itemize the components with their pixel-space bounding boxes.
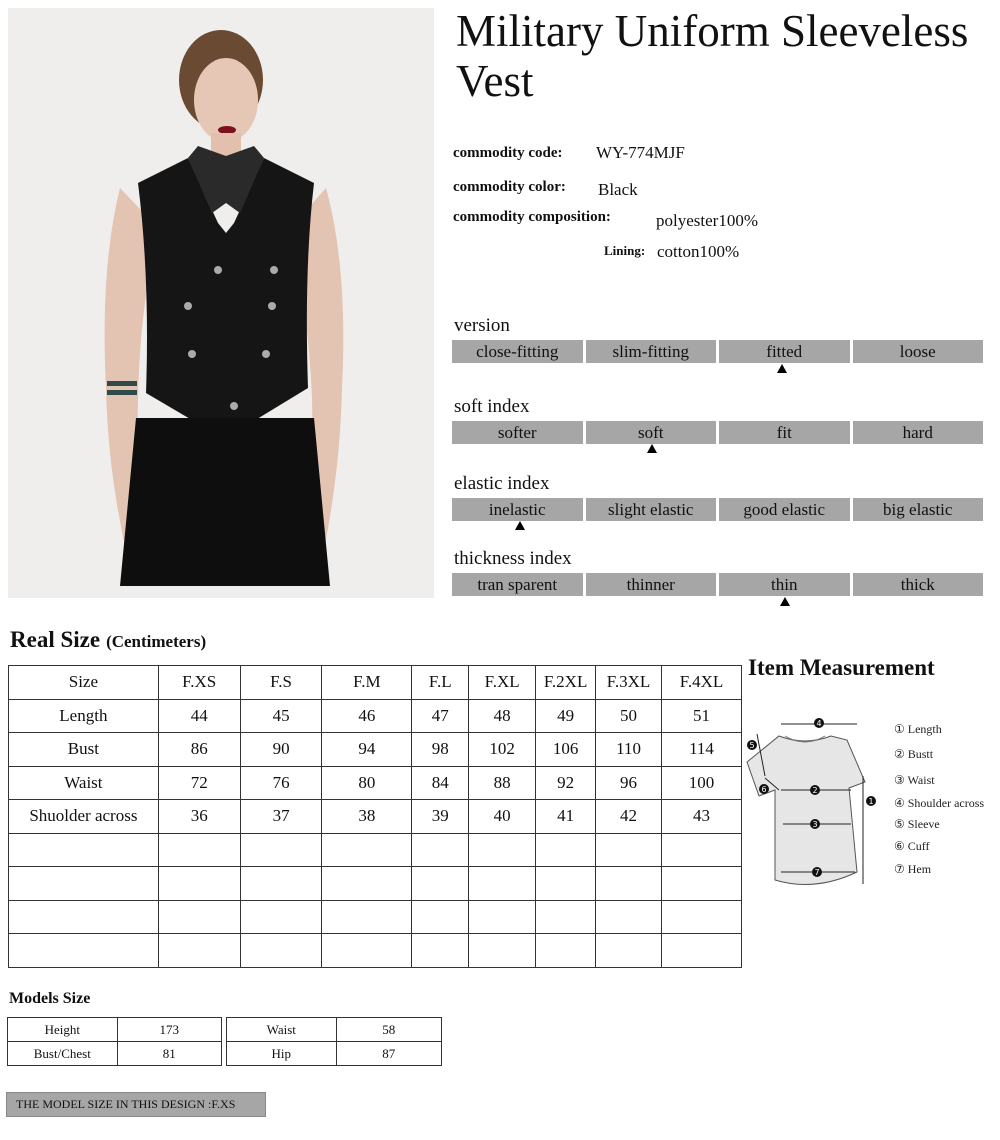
- size-table-row: [9, 934, 742, 968]
- size-table-row-label: [9, 934, 159, 968]
- size-table-row-label: Length: [9, 699, 159, 733]
- model-size-note: THE MODEL SIZE IN THIS DESIGN :F.XS: [6, 1092, 266, 1117]
- diagram-number-1: 1: [868, 797, 874, 806]
- legend-shoulder: ④ Shoulder across: [894, 796, 985, 810]
- size-table-cell: [469, 833, 536, 867]
- commodity-composition-label: commodity composition:: [453, 209, 611, 225]
- diagram-number-3: 3: [812, 820, 818, 829]
- size-table-cell: 106: [536, 733, 596, 767]
- version-scale: [452, 340, 983, 363]
- elastic-index-option: inelastic: [452, 498, 583, 521]
- real-size-title: [10, 627, 206, 653]
- soft-index-option: soft: [586, 421, 717, 444]
- diagram-number-7: 7: [814, 868, 820, 877]
- size-table-cell: 44: [158, 699, 240, 733]
- size-table-cell: [412, 833, 469, 867]
- commodity-code-label: commodity code:: [453, 145, 563, 161]
- size-table-cell: [240, 833, 322, 867]
- size-table-cell: 42: [596, 800, 662, 834]
- product-photo: [8, 8, 434, 598]
- models-size-table-right: [226, 1017, 442, 1066]
- diagram-number-2: 2: [812, 786, 818, 795]
- size-table-cell: 94: [322, 733, 412, 767]
- version-option: fitted: [719, 340, 850, 363]
- models-row: [8, 1042, 222, 1066]
- models-size-title: Models Size: [9, 990, 91, 1007]
- size-table-cell: [536, 900, 596, 934]
- size-table-row: [9, 800, 742, 834]
- models-row: [8, 1018, 222, 1042]
- model-hip-value: 87: [336, 1042, 441, 1066]
- size-table: [8, 665, 742, 968]
- size-table-cell: F.XL: [469, 666, 536, 700]
- models-row: [227, 1042, 442, 1066]
- size-table-cell: [322, 867, 412, 901]
- size-table-cell: [412, 867, 469, 901]
- size-table-cell: 38: [322, 800, 412, 834]
- size-table-cell: [596, 934, 662, 968]
- size-table-cell: F.XS: [158, 666, 240, 700]
- size-table-cell: F.2XL: [536, 666, 596, 700]
- model-bust-value: 81: [117, 1042, 221, 1066]
- size-table-row-label: Size: [9, 666, 159, 700]
- lining-value: cotton100%: [657, 242, 740, 261]
- size-table-cell: [662, 833, 742, 867]
- size-table-cell: [158, 833, 240, 867]
- lining-label: Lining:: [604, 243, 646, 258]
- size-table-row-label: Shuolder across: [9, 800, 159, 834]
- size-table-cell: F.S: [240, 666, 322, 700]
- version-title: version: [454, 315, 510, 336]
- size-table-cell: 39: [412, 800, 469, 834]
- diagram-number-5: 5: [749, 741, 755, 750]
- size-table-cell: 114: [662, 733, 742, 767]
- real-size-unit: (Centimeters): [106, 632, 207, 651]
- thickness-index-option: tran sparent: [452, 573, 583, 596]
- size-table-cell: [240, 934, 322, 968]
- thickness-index-option: thinner: [586, 573, 717, 596]
- real-size-title-text: Real Size: [10, 627, 101, 652]
- legend-hem: ⑦ Hem: [894, 862, 932, 876]
- model-waist-label: Waist: [227, 1018, 337, 1042]
- size-table-cell: 80: [322, 766, 412, 800]
- thickness-index-option: thick: [853, 573, 984, 596]
- size-table-cell: 86: [158, 733, 240, 767]
- size-table-cell: 72: [158, 766, 240, 800]
- size-table-cell: 48: [469, 699, 536, 733]
- soft-index-option: softer: [452, 421, 583, 444]
- legend-bust: ② Bustt: [894, 747, 934, 761]
- size-table-cell: 76: [240, 766, 322, 800]
- size-table-cell: 41: [536, 800, 596, 834]
- size-table-cell: 51: [662, 699, 742, 733]
- models-size-table-left: [7, 1017, 222, 1066]
- thickness-index-title: thickness index: [454, 548, 572, 569]
- size-table-cell: 100: [662, 766, 742, 800]
- size-table-cell: 47: [412, 699, 469, 733]
- size-table-cell: [596, 900, 662, 934]
- size-table-cell: 50: [596, 699, 662, 733]
- size-table-cell: 84: [412, 766, 469, 800]
- size-table-row-label: [9, 833, 159, 867]
- size-table-row: [9, 766, 742, 800]
- size-table-cell: 49: [536, 699, 596, 733]
- legend-waist: ③ Waist: [894, 773, 935, 787]
- model-height-label: Height: [8, 1018, 118, 1042]
- size-table-cell: [158, 934, 240, 968]
- size-table-cell: 110: [596, 733, 662, 767]
- size-table-row: [9, 699, 742, 733]
- size-table-cell: 96: [596, 766, 662, 800]
- model-bust-label: Bust/Chest: [8, 1042, 118, 1066]
- size-table-row: [9, 833, 742, 867]
- product-title-line2: Vest: [456, 56, 534, 106]
- size-table-cell: [536, 867, 596, 901]
- size-table-cell: [469, 867, 536, 901]
- elastic-index-option: good elastic: [719, 498, 850, 521]
- size-table-row: [9, 733, 742, 767]
- size-table-cell: [536, 833, 596, 867]
- size-table-cell: 45: [240, 699, 322, 733]
- size-table-cell: 92: [536, 766, 596, 800]
- size-table-cell: [322, 833, 412, 867]
- model-photo-illustration: [8, 8, 434, 598]
- thickness-index-scale: [452, 573, 983, 596]
- version-selected-marker-icon: [777, 364, 787, 373]
- size-table-cell: [662, 867, 742, 901]
- soft-index-selected-marker-icon: [647, 444, 657, 453]
- elastic-index-title: elastic index: [454, 473, 550, 494]
- version-option: slim-fitting: [586, 340, 717, 363]
- elastic-index-option: big elastic: [853, 498, 984, 521]
- model-height-value: 173: [117, 1018, 221, 1042]
- commodity-color-label: commodity color:: [453, 179, 566, 195]
- product-title: [456, 6, 996, 106]
- elastic-index-selected-marker-icon: [515, 521, 525, 530]
- size-table-cell: [662, 934, 742, 968]
- size-table-row-label: Waist: [9, 766, 159, 800]
- size-table-row: [9, 900, 742, 934]
- size-table-cell: [412, 934, 469, 968]
- size-table-cell: 36: [158, 800, 240, 834]
- soft-index-option: hard: [853, 421, 984, 444]
- size-table-cell: 102: [469, 733, 536, 767]
- size-table-cell: [469, 900, 536, 934]
- size-table-cell: F.3XL: [596, 666, 662, 700]
- size-table-cell: 40: [469, 800, 536, 834]
- size-table-row-label: Bust: [9, 733, 159, 767]
- commodity-code-value: WY-774MJF: [596, 143, 685, 162]
- product-title-line1: Military Uniform Sleeveless: [456, 6, 969, 56]
- size-table-cell: 98: [412, 733, 469, 767]
- size-table-cell: [596, 833, 662, 867]
- size-table-cell: F.L: [412, 666, 469, 700]
- model-waist-value: 58: [336, 1018, 441, 1042]
- size-table-cell: 43: [662, 800, 742, 834]
- size-table-cell: [412, 900, 469, 934]
- size-table-cell: [596, 867, 662, 901]
- commodity-composition-value: polyester100%: [656, 211, 758, 230]
- size-table-cell: [240, 867, 322, 901]
- diagram-number-4: 4: [816, 719, 822, 728]
- elastic-index-option: slight elastic: [586, 498, 717, 521]
- garment-measurement-diagram-icon: [745, 712, 874, 892]
- size-table-cell: 37: [240, 800, 322, 834]
- size-table-cell: [322, 900, 412, 934]
- legend-length: ① Length: [894, 722, 942, 736]
- size-table-cell: F.4XL: [662, 666, 742, 700]
- diagram-number-6: 6: [761, 785, 767, 794]
- legend-cuff: ⑥ Cuff: [894, 839, 930, 853]
- size-table-row-label: [9, 900, 159, 934]
- size-table-row-label: [9, 867, 159, 901]
- size-table-cell: [469, 934, 536, 968]
- soft-index-title: soft index: [454, 396, 530, 417]
- size-table-cell: [536, 934, 596, 968]
- size-table-cell: 90: [240, 733, 322, 767]
- soft-index-scale: [452, 421, 983, 444]
- size-table-cell: [158, 867, 240, 901]
- size-table-cell: [240, 900, 322, 934]
- size-table-cell: 46: [322, 699, 412, 733]
- thickness-index-selected-marker-icon: [780, 597, 790, 606]
- commodity-color-value: Black: [598, 180, 638, 199]
- size-table-header-row: [9, 666, 742, 700]
- size-table-cell: [158, 900, 240, 934]
- models-row: [227, 1018, 442, 1042]
- version-option: close-fitting: [452, 340, 583, 363]
- model-hip-label: Hip: [227, 1042, 337, 1066]
- size-table-cell: 88: [469, 766, 536, 800]
- thickness-index-option: thin: [719, 573, 850, 596]
- size-table-cell: F.M: [322, 666, 412, 700]
- soft-index-option: fit: [719, 421, 850, 444]
- item-measurement-title: Item Measurement: [748, 655, 935, 680]
- size-table-cell: [322, 934, 412, 968]
- elastic-index-scale: [452, 498, 983, 521]
- size-table-cell: [662, 900, 742, 934]
- legend-sleeve: ⑤ Sleeve: [894, 817, 940, 831]
- version-option: loose: [853, 340, 984, 363]
- size-table-row: [9, 867, 742, 901]
